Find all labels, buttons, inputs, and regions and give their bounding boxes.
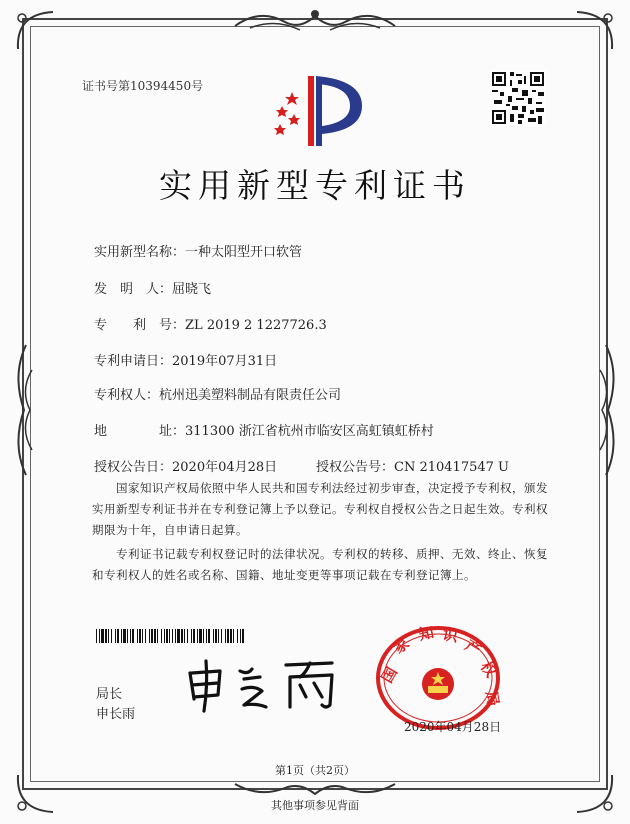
field-address-label: 地 址：	[94, 424, 186, 439]
svg-text:知: 知	[417, 623, 436, 644]
field-patent-number	[94, 314, 327, 333]
grant-statement-paragraph: 国家知识产权局依照中华人民共和国专利法经过初步审查，决定授予专利权，颁发实用新型专利证书并在专利登记簿上予以登记。专利权自授权公告之日起生效。专利权期限为十年，自申请日起算。	[92, 481, 548, 537]
field-grant-date-label: 授权公告日：	[94, 460, 173, 475]
field-patentee-value: 杭州迅美塑料制品有限责任公司	[159, 388, 342, 403]
svg-text:家: 家	[389, 633, 413, 658]
field-grant-number	[316, 456, 509, 475]
svg-text:识: 识	[441, 625, 460, 646]
footer-note: 其他事项参见背面	[271, 799, 359, 812]
field-name-value: 一种太阳型开口软管	[185, 245, 303, 260]
field-address-value: 311300 浙江省杭州市临安区高虹镇虹桥村	[185, 424, 434, 439]
field-grant-number-value: CN 210417547 U	[394, 460, 509, 475]
field-filing-date-value: 2019年07月31日	[172, 354, 278, 369]
field-address	[94, 420, 434, 439]
top-ornament	[230, 6, 400, 40]
seal-date: 2020年04月28日	[404, 720, 502, 734]
svg-text:局: 局	[482, 689, 503, 708]
handwritten-signature	[182, 655, 362, 715]
field-inventor-value: 屈晓飞	[172, 282, 212, 297]
field-patentee	[94, 384, 341, 403]
left-ornament	[8, 340, 38, 480]
official-seal	[368, 620, 508, 730]
field-inventor-label: 发 明 人：	[94, 282, 173, 297]
field-name-label: 实用新型名称：	[94, 245, 186, 260]
page-number: 第1页（共2页）	[275, 764, 355, 777]
director-title: 局长	[96, 687, 123, 702]
legal-status-paragraph: 专利证书记载专利权登记时的法律状况。专利权的转移、质押、无效、终止、恢复和专利权人的姓名或名称、国籍、地址变更等事项记载在专利登记簿上。	[92, 547, 548, 582]
barcode	[96, 629, 244, 643]
field-patent-number-value: ZL 2019 2 1227726.3	[185, 318, 327, 333]
field-filing-date	[94, 350, 277, 369]
field-patentee-label: 专利权人：	[94, 388, 160, 403]
right-ornament	[594, 340, 624, 480]
field-patent-number-label: 专 利 号：	[94, 318, 186, 333]
svg-text:国: 国	[377, 663, 401, 686]
field-grant-date	[94, 456, 277, 475]
svg-text:权: 权	[476, 657, 501, 681]
field-grant-number-label: 授权公告号：	[316, 460, 395, 475]
qr-code	[490, 70, 546, 126]
document-title: 实用新型专利证书	[159, 166, 471, 205]
field-grant-date-value: 2020年04月28日	[172, 460, 278, 475]
certificate-number: 证书号第10394450号	[82, 79, 204, 93]
patent-office-logo	[270, 70, 380, 150]
field-filing-date-label: 专利申请日：	[94, 354, 173, 369]
corner-ornament-top-right	[572, 4, 622, 54]
field-inventor	[94, 278, 211, 297]
director-name: 申长雨	[96, 707, 136, 722]
corner-ornament-top-left	[8, 4, 58, 54]
svg-text:产: 产	[461, 636, 485, 660]
field-name	[94, 241, 302, 260]
